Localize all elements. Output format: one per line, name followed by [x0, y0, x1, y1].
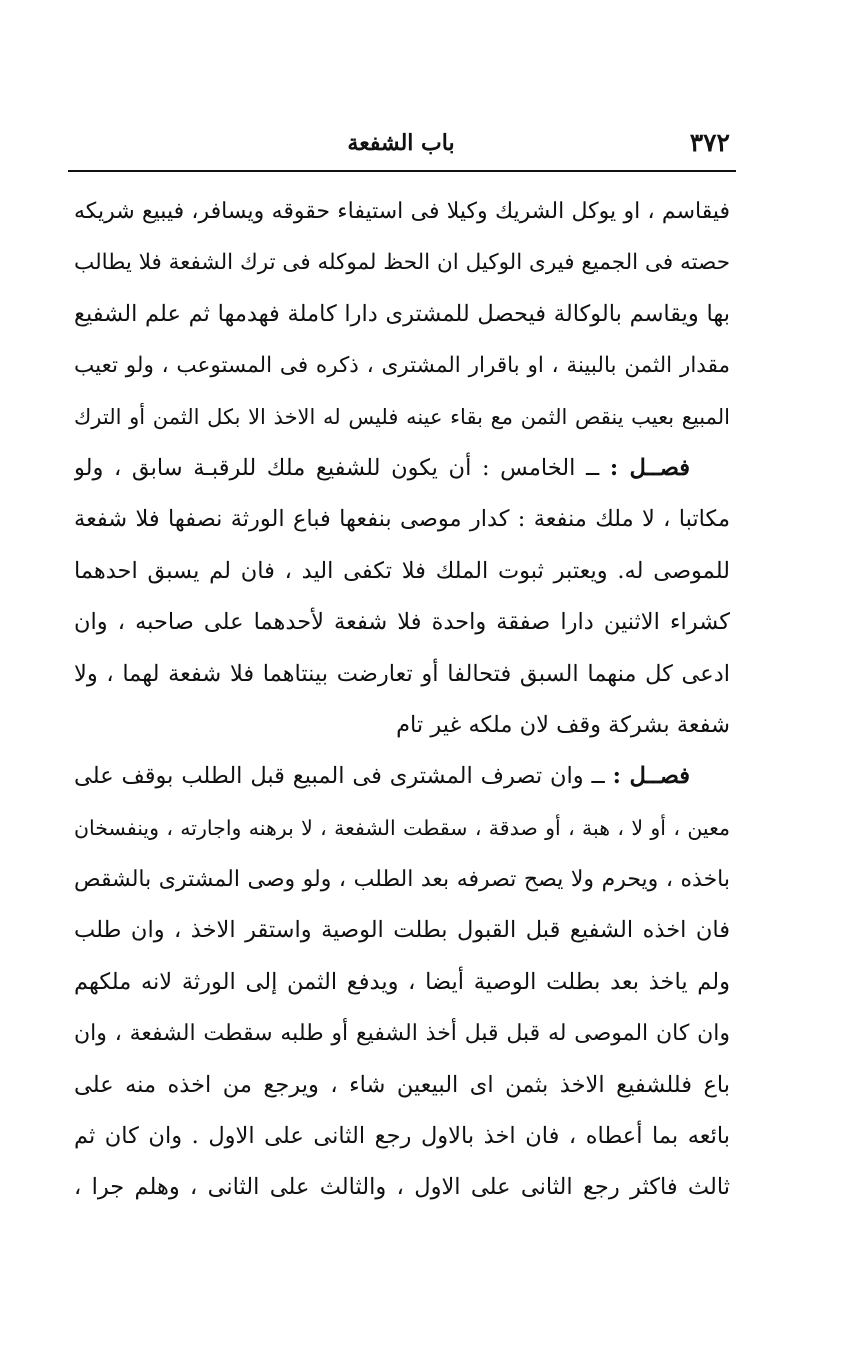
- page-number: ٣٧٢: [689, 128, 730, 157]
- text-line: باخذه ، ويحرم ولا يصح تصرفه بعد الطلب ، ولو وصى المشترى بالشقص: [74, 867, 730, 893]
- section-first-line: [74, 751, 730, 802]
- text-line: ادعى كل منهما السبق فتحالفا أو تعارضت بينتاهما فلا شفعة لهما ، ولا: [74, 660, 730, 687]
- text-line: مكاتبا ، لا ملك منفعة : كدار موصى بنفعها فباع الورثة نصفها فلا شفعة: [74, 506, 730, 533]
- header-rule: [68, 170, 736, 172]
- text-line: معين ، أو لا ، هبة ، أو صدقة ، سقطت الشفعة ، لا برهنه واجارته ، وينفسخان: [74, 815, 730, 840]
- section-heading: فصــل :: [612, 763, 690, 790]
- text-line: مقدار الثمن بالبينة ، او باقرار المشترى ، ذكره فى المستوعب ، ولو تعيب: [74, 353, 730, 379]
- text-line: بها ويقاسم بالوكالة فيحصل للمشترى دارا كاملة فهدمها ثم علم الشفيع: [74, 300, 730, 327]
- text-line: ــ وان تصرف المشترى فى المبيع قبل الطلب بوقف على: [74, 763, 605, 790]
- text-line: ولم ياخذ بعد بطلت الوصية أيضا ، ويدفع الثمن إلى الورثة لانه ملكهم: [74, 968, 730, 995]
- text-line: المبيع بعيب ينقص الثمن مع بقاء عينه فليس له الاخذ الا بكل الثمن أو الترك: [74, 404, 730, 429]
- running-title: باب الشفعة: [347, 130, 455, 156]
- text-line: كشراء الاثنين دارا صفقة واحدة فلا شفعة لأحدهما على صاحبه ، وان: [74, 609, 730, 636]
- text-line: حصته فى الجميع فيرى الوكيل ان الحظ لموكله فى ترك الشفعة فلا يطالب: [74, 250, 730, 276]
- text-line: وان كان الموصى له قبل قبل أخذ الشفيع أو طلبه سقطت الشفعة ، وان: [74, 1021, 730, 1047]
- section-heading: فصــل :: [609, 454, 690, 481]
- main-text: [74, 186, 730, 1214]
- page-header: [72, 128, 730, 168]
- text-line: ــ الخامس : أن يكون للشفيع ملك للرقبـة سابق ، ولو: [74, 454, 600, 481]
- text-line: شفعة بشركة وقف لان ملكه غير تام: [396, 711, 730, 738]
- text-line: ثالث فاكثر رجع الثانى على الاول ، والثالث على الثانى ، وهلم جرا ،: [74, 1174, 730, 1201]
- section-first-line: [74, 443, 730, 494]
- text-line: بائعه بما أعطاه ، فان اخذ بالاول رجع الثانى على الاول . وان كان ثم: [74, 1123, 730, 1150]
- text-line: فيقاسم ، او يوكل الشريك وكيلا فى استيفاء حقوقه ويسافر، فيبيع شريكه: [74, 199, 730, 224]
- text-line: للموصى له. ويعتبر ثبوت الملك فلا تكفى اليد ، فان لم يسبق احدهما: [74, 557, 730, 584]
- text-line: فان اخذه الشفيع قبل القبول بطلت الوصية واستقر الاخذ ، وان طلب: [74, 917, 730, 944]
- text-line: باع فللشفيع الاخذ بثمن اى البيعين شاء ، ويرجع من اخذه منه على: [74, 1071, 730, 1098]
